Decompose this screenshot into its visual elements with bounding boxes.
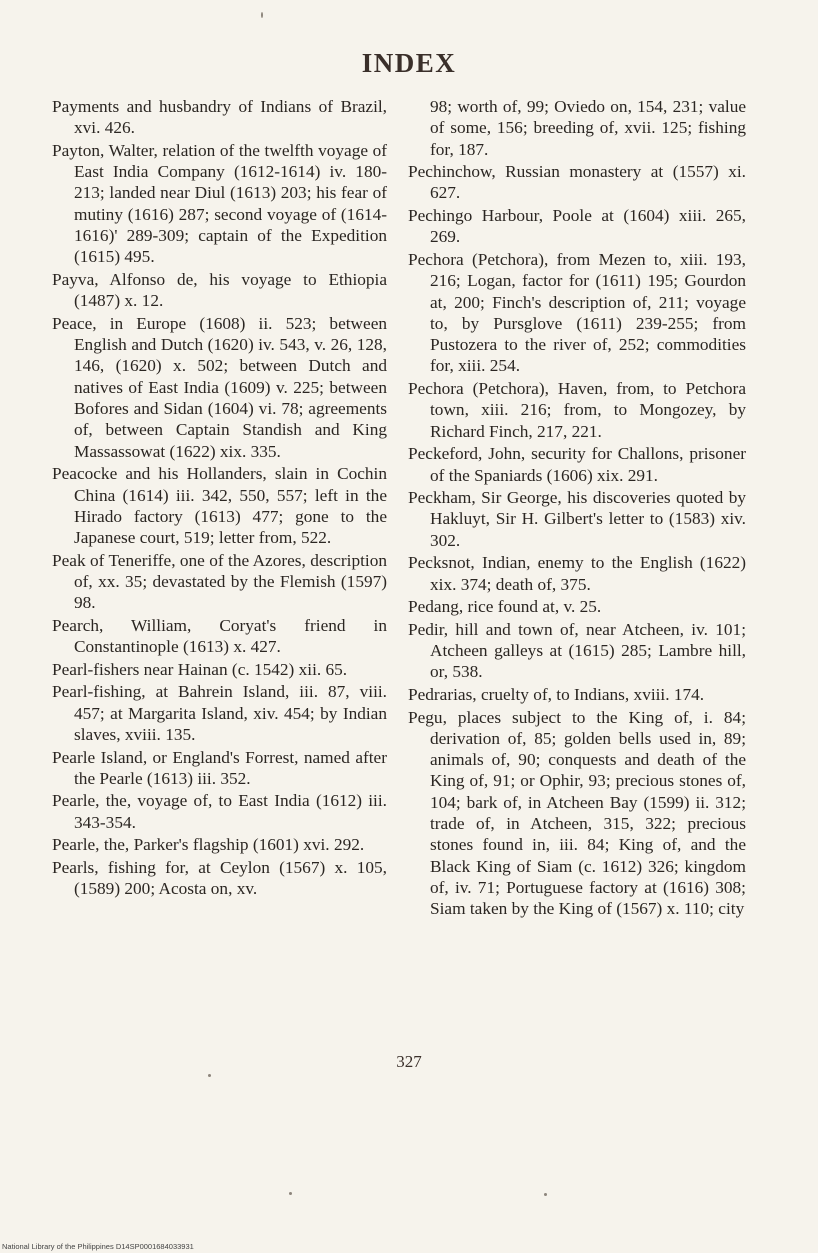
- index-column-left: [52, 96, 387, 901]
- print-speck: [261, 12, 263, 18]
- index-entry: Peckeford, John, security for Challons, prisoner of the Spaniards (1606) xix. 291.: [408, 444, 746, 485]
- index-column-right: [408, 96, 746, 921]
- index-entry: Peckham, Sir George, his discoveries quoted by Hakluyt, Sir H. Gilbert's letter to (1583) xiv. 302.: [408, 488, 746, 550]
- index-entry: Payton, Walter, relation of the twelfth voyage of East India Company (1612-1614) iv. 180-213; landed near Diul (1613) 203; his fear of mutiny (1616) 287; second voyage of (1614-1616)' 289-309; captain of the Expedition (1615) 495.: [52, 140, 387, 267]
- index-entry: Pedir, hill and town of, near Atcheen, iv. 101; Atcheen galleys at (1615) 285; Lambre hill, or, 538.: [408, 619, 746, 682]
- index-entry: Peak of Teneriffe, one of the Azores, description of, xx. 35; devastated by the Flemish (1597) 98.: [52, 550, 387, 613]
- index-entry: Pedrarias, cruelty of, to Indians, xviii. 174.: [408, 684, 705, 704]
- print-speck: [289, 1192, 292, 1195]
- scan-footer: National Library of the Philippines D14SP0001684033931: [2, 1242, 194, 1251]
- index-entry: Pechora (Petchora), Haven, from, to Petchora town, xiii. 216; from, to Mongozey, by Richard Finch, 217, 221.: [408, 379, 746, 441]
- page-title: INDEX: [361, 48, 457, 78]
- index-entry: Pearch, William, Coryat's friend in Constantinople (1613) x. 427.: [52, 615, 387, 657]
- index-entry: Pearl-fishing, at Bahrein Island, iii. 87, viii. 457; at Margarita Island, xiv. 454; by Indian slaves, xviii. 135.: [52, 682, 387, 744]
- index-entry: Pedang, rice found at, v. 25.: [408, 597, 602, 617]
- index-entry: Payments and husbandry of Indians of Brazil, xvi. 426.: [52, 97, 387, 138]
- index-entry: Pecksnot, Indian, enemy to the English (1622) xix. 374; death of, 375.: [408, 553, 746, 594]
- index-entry: Pechora (Petchora), from Mezen to, xiii. 193, 216; Logan, factor for (1611) 195; Gourdon at, 200; Finch's description of, 211; voyage to, by Pursglove (1611) 239-255; from Pustozera to the river of, 252; commodities for, xiii. 254.: [408, 249, 746, 376]
- page-number: 327: [396, 1052, 422, 1071]
- index-entry: Pearle, the, Parker's flagship (1601) xvi. 292.: [52, 835, 365, 855]
- index-entry: Pearle, the, voyage of, to East India (1612) iii. 343-354.: [52, 791, 387, 832]
- index-entry: Pechingo Harbour, Poole at (1604) xiii. 265, 269.: [408, 206, 746, 247]
- index-entry: Pegu, places subject to the King of, i. 84; derivation of, 85; golden bells used in, 89; animals of, 90; conquests and death of the King of, 91; or Ophir, 93; precious stones of, 104; bark of, in Atcheen Bay (1599) ii. 312; trade of, in Atcheen, 315, 322; precious stones found in, iii. 84; King of, and the Black King of Siam (c. 1612) 326; kingdom of, iv. 71; Portuguese factory at (1616) 308; Siam taken by the King of (1567) x. 110; city: [408, 707, 746, 919]
- index-entry: Payva, Alfonso de, his voyage to Ethiopia (1487) x. 12.: [52, 269, 387, 311]
- index-entry: Pechinchow, Russian monastery at (1557) xi. 627.: [408, 162, 746, 203]
- index-entry: Pearl-fishers near Hainan (c. 1542) xii. 65.: [52, 659, 348, 679]
- print-speck: [208, 1074, 211, 1077]
- index-entry: Peacocke and his Hollanders, slain in Cochin China (1614) iii. 342, 550, 557; left in the Hirado factory (1613) 477; gone to the Japanese court, 519; letter from, 522.: [52, 464, 387, 548]
- index-entry-continued: 98; worth of, 99; Oviedo on, 154, 231; value of some, 156; breeding of, xvii. 125; fishing for, 187.: [430, 97, 746, 159]
- index-entry: Peace, in Europe (1608) ii. 523; between English and Dutch (1620) iv. 543, v. 26, 128, 146, (1620) x. 502; between Dutch and natives of East India (1609) v. 225; between Bofores and Sidan (1604) vi. 78; agreements of, between Captain Standish and King Massassowat (1622) xix. 335.: [52, 313, 387, 461]
- index-entry: Pearle Island, or England's Forrest, named after the Pearle (1613) iii. 352.: [52, 747, 387, 788]
- index-entry: Pearls, fishing for, at Ceylon (1567) x. 105, (1589) 200; Acosta on, xv.: [52, 857, 387, 899]
- print-speck: [544, 1193, 547, 1196]
